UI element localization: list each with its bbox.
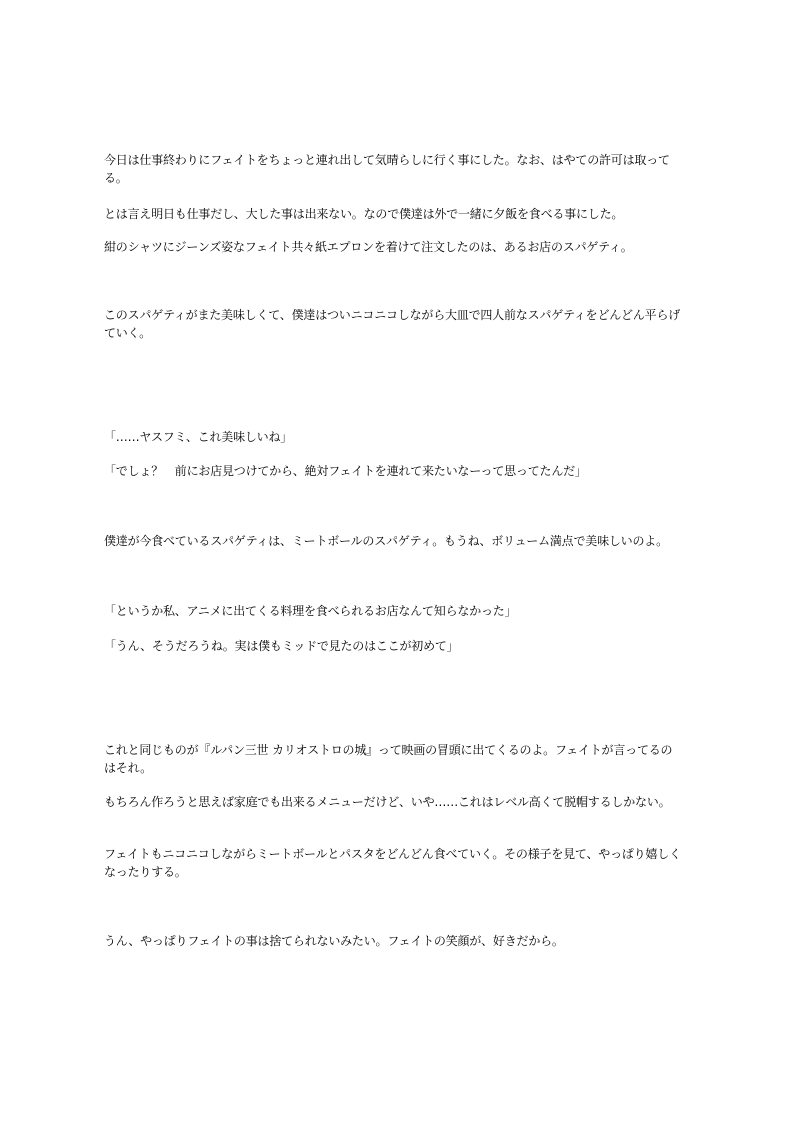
dialogue-4: 「うん、そうだろうね。実は僕もミッドで見たのはここが初めて」 xyxy=(104,639,459,653)
dialogue-1: 「……ヤスフミ、これ美味しいね」 xyxy=(104,430,293,444)
paragraph-6: これと同じものが『ルパン三世 カリオストロの城』って映画の冒頭に出てくるのよ。フェイトが言ってるのはそれ。 xyxy=(104,743,673,775)
paragraph-3: 紺のシャツにジーンズ姿なフェイト共々紙エプロンを着けて注文したのは、あるお店のスパゲティ。 xyxy=(104,240,633,254)
paragraph-1: 今日は仕事終わりにフェイトをちょっと連れ出して気晴らしに行く事にした。なお、はやての許可は取ってる。 xyxy=(104,153,670,185)
dialogue-2: 「でしょ？ 前にお店見つけてから、絶対フェイトを連れて来たいなーって思ってたんだ」 xyxy=(104,464,587,478)
paragraph-5: 僕達が今食べているスパゲティは、ミートボールのスパゲティ。もうね、ボリューム満点で美味しいのよ。 xyxy=(104,534,668,548)
paragraph-2: とは言え明日も仕事だし、大した事は出来ない。なので僕達は外で一緒に夕飯を食べる事にした。 xyxy=(104,207,624,221)
paragraph-9: うん、やっぱりフェイトの事は捨てられないみたい。フェイトの笑顔が、好きだから。 xyxy=(104,934,564,948)
paragraph-8: フェイトもニコニコしながらミートボールとパスタをどんどん食べていく。その様子を見て、やっぱり嬉しくなったりする。 xyxy=(104,847,681,879)
paragraph-4: このスパゲティがまた美味しくて、僕達はついニコニコしながら大皿で四人前なスパゲティをどんどん平らげていく。 xyxy=(104,308,681,340)
paragraph-7: もちろん作ろうと思えば家庭でも出来るメニューだけど、いや……これはレベル高くて脱帽するしかない。 xyxy=(104,795,671,809)
dialogue-3: 「というか私、アニメに出てくる料理を食べられるお店なんて知らなかった」 xyxy=(104,604,517,618)
